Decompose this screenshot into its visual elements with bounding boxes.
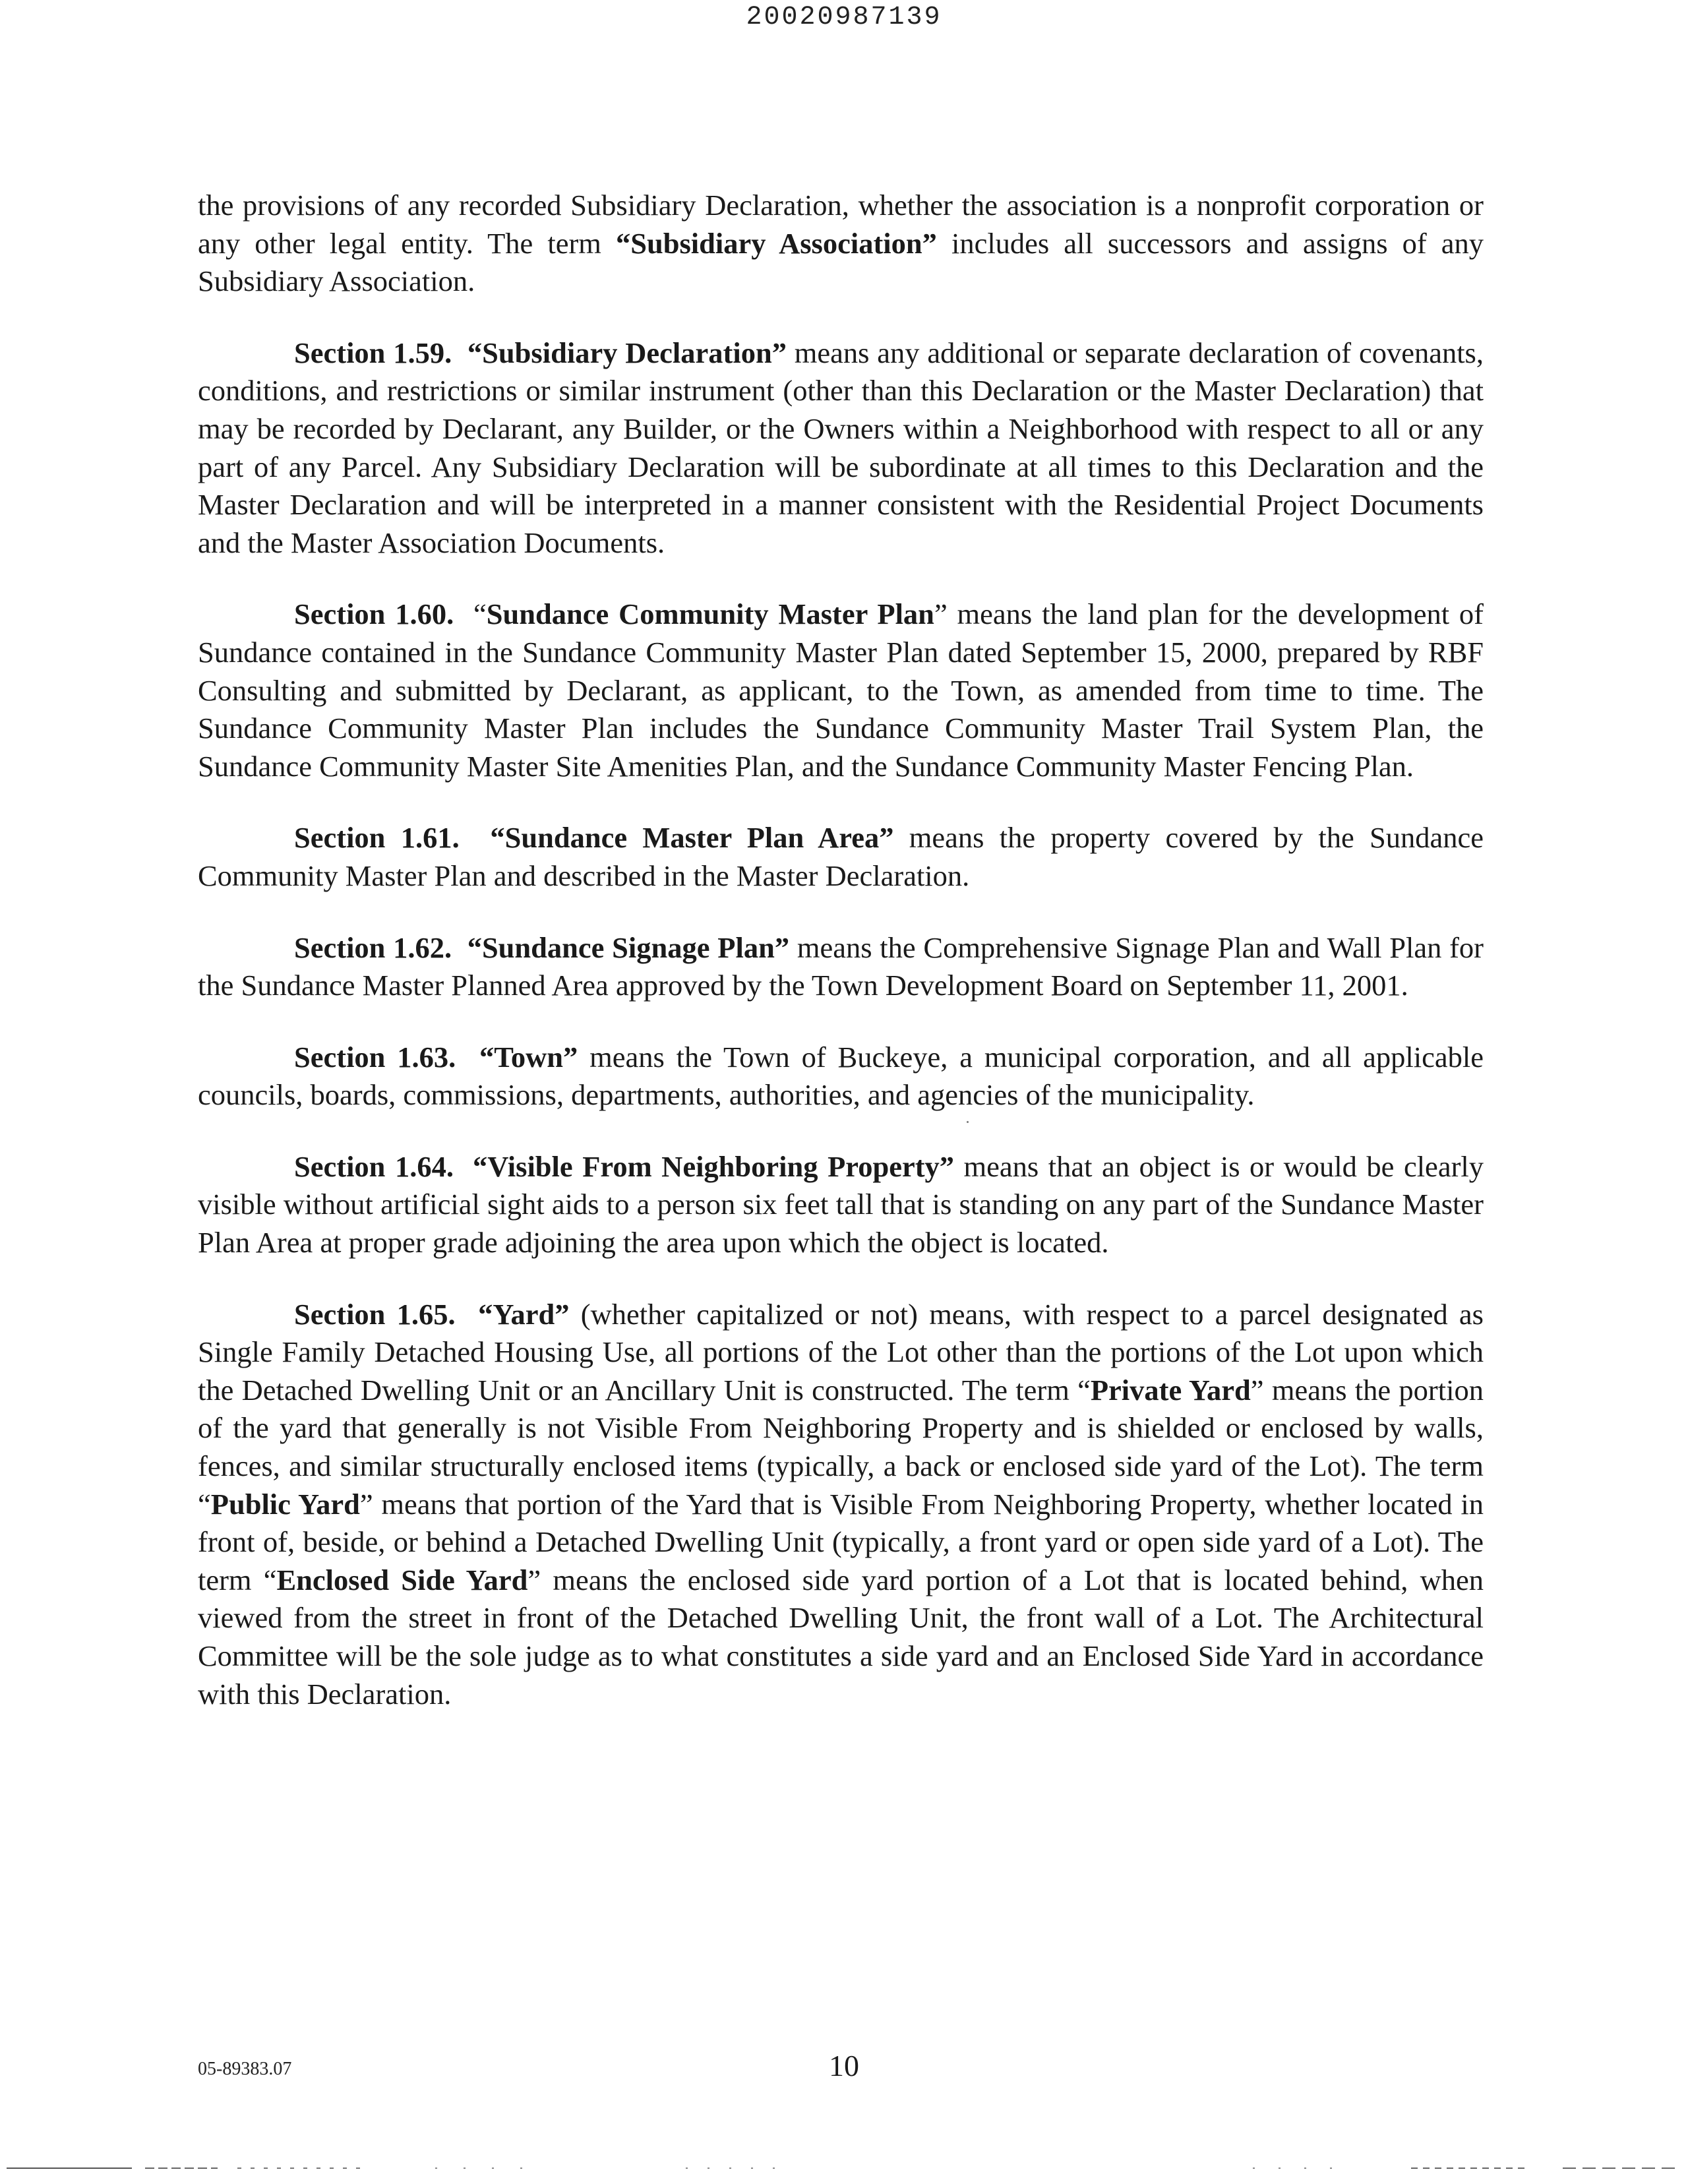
section-text: means the property covered by the Sundance Community Master Plan and described in the Master Declaration.	[198, 821, 1484, 892]
section-label: Section 1.62.	[294, 930, 452, 964]
defined-term: “Sundance Master Plan Area”	[490, 821, 894, 855]
defined-term-private-yard: Private Yard	[1090, 1373, 1251, 1407]
page-number: 10	[829, 2049, 859, 2082]
section-label: Section 1.65.	[294, 1297, 456, 1331]
intro-text-continued: includes all successors and assigns of any Subsidiary Association.	[198, 226, 1484, 298]
section-label: Section 1.61.	[294, 821, 460, 855]
section-1-65	[198, 1296, 1484, 1714]
defined-term: “Town”	[479, 1040, 578, 1074]
defined-term-enclosed-side-yard: Enclosed Side Yard	[276, 1563, 528, 1596]
section-label: Section 1.63.	[294, 1040, 456, 1074]
section-1-64	[198, 1148, 1484, 1262]
defined-term-subsidiary-association: “Subsidiary Association”	[615, 226, 937, 260]
section-text: means the Town of Buckeye, a municipal corporation, and all applicable councils, boards, commissions, departments, authorities, and agencies of the municipality.	[198, 1040, 1484, 1112]
section-text: (whether capitalized or not) means, with respect to a parcel designated as Single Family Detached Housing Use, all portions of the Lot other than the portions of the Lot upon which the Detached Dwelling Unit or an Ancillary Unit is constructed. The term “	[198, 1297, 1484, 1407]
section-text: means that an object is or would be clearly visible without artificial sight aids to a person six feet tall that is standing on any part of the Sundance Master Plan Area at proper grade adjoining the area upon which the object is located.	[198, 1149, 1484, 1259]
intro-text: the provisions of any recorded Subsidiary Declaration, whether the association is a nonprofit corporation or any other legal entity. The term	[198, 189, 1484, 260]
defined-term: “Subsidiary Declaration”	[467, 336, 787, 369]
close-quote: ”	[934, 597, 948, 631]
section-text: means the Comprehensive Signage Plan and Wall Plan for the Sundance Master Planned Area approved by the Town Development Board on September 11, 2001.	[198, 930, 1484, 1002]
section-1-62	[198, 929, 1484, 1005]
defined-term: “Sundance Signage Plan”	[467, 930, 790, 964]
defined-term: “Yard”	[478, 1297, 570, 1331]
document-number: 20020987139	[746, 3, 942, 32]
section-1-60	[198, 595, 1484, 785]
defined-term: “Visible From Neighboring Property”	[473, 1149, 955, 1183]
scan-artifact-line	[0, 2166, 1688, 2173]
section-text: means the land plan for the development of Sundance contained in the Sundance Community Master Plan dated September 15, 2000, prepared by RBF Consulting and submitted by Declarant, as applicant, to the Town, as amended from time to time. The Sundance Community Master Plan includes the Sundance Community Master Trail System Plan, the Sundance Community Master Site Amenities Plan, and the Sundance Community Master Fencing Plan.	[198, 597, 1484, 783]
defined-term-public-yard: Public Yard	[210, 1487, 360, 1521]
defined-term: Sundance Community Master Plan	[486, 597, 934, 631]
document-body	[198, 187, 1484, 1747]
section-label: Section 1.60.	[294, 597, 454, 631]
section-label: Section 1.64.	[294, 1149, 454, 1183]
scan-speck	[967, 1121, 969, 1123]
section-text: ” means the portion of the yard that generally is not Visible From Neighboring Property and is shielded or enclosed by walls, fences, and similar structurally enclosed items (typically, a back or enclosed side yard of the Lot). The term “	[198, 1373, 1484, 1521]
section-text: means any additional or separate declaration of covenants, conditions, and restrictions or similar instrument (other than this Declaration or the Master Declaration) that may be recorded by Declarant, any Builder, or the Owners within a Neighborhood with respect to all or any part of any Parcel. Any Subsidiary Declaration will be subordinate at all times to this Declaration and the Master Declaration and will be interpreted in a manner consistent with the Residential Project Documents and the Master Association Documents.	[198, 336, 1484, 559]
section-label: Section 1.59.	[294, 336, 452, 369]
footer-document-id: 05-89383.07	[198, 2059, 292, 2079]
open-quote: “	[473, 597, 487, 631]
section-text: ” means that portion of the Yard that is Visible From Neighboring Property, whether located in front of, beside, or behind a Detached Dwelling Unit (typically, a front yard or open side yard of a Lot). The term “	[198, 1487, 1484, 1596]
section-1-59	[198, 334, 1484, 562]
section-1-63	[198, 1039, 1484, 1114]
section-text: ” means the enclosed side yard portion of a Lot that is located behind, when viewed from the street in front of the Detached Dwelling Unit, the front wall of a Lot. The Architectural Committee will be the sole judge as to what constitutes a side yard and an Enclosed Side Yard in accordance with this Declaration.	[198, 1563, 1484, 1711]
section-1-61	[198, 819, 1484, 895]
intro-paragraph	[198, 187, 1484, 301]
